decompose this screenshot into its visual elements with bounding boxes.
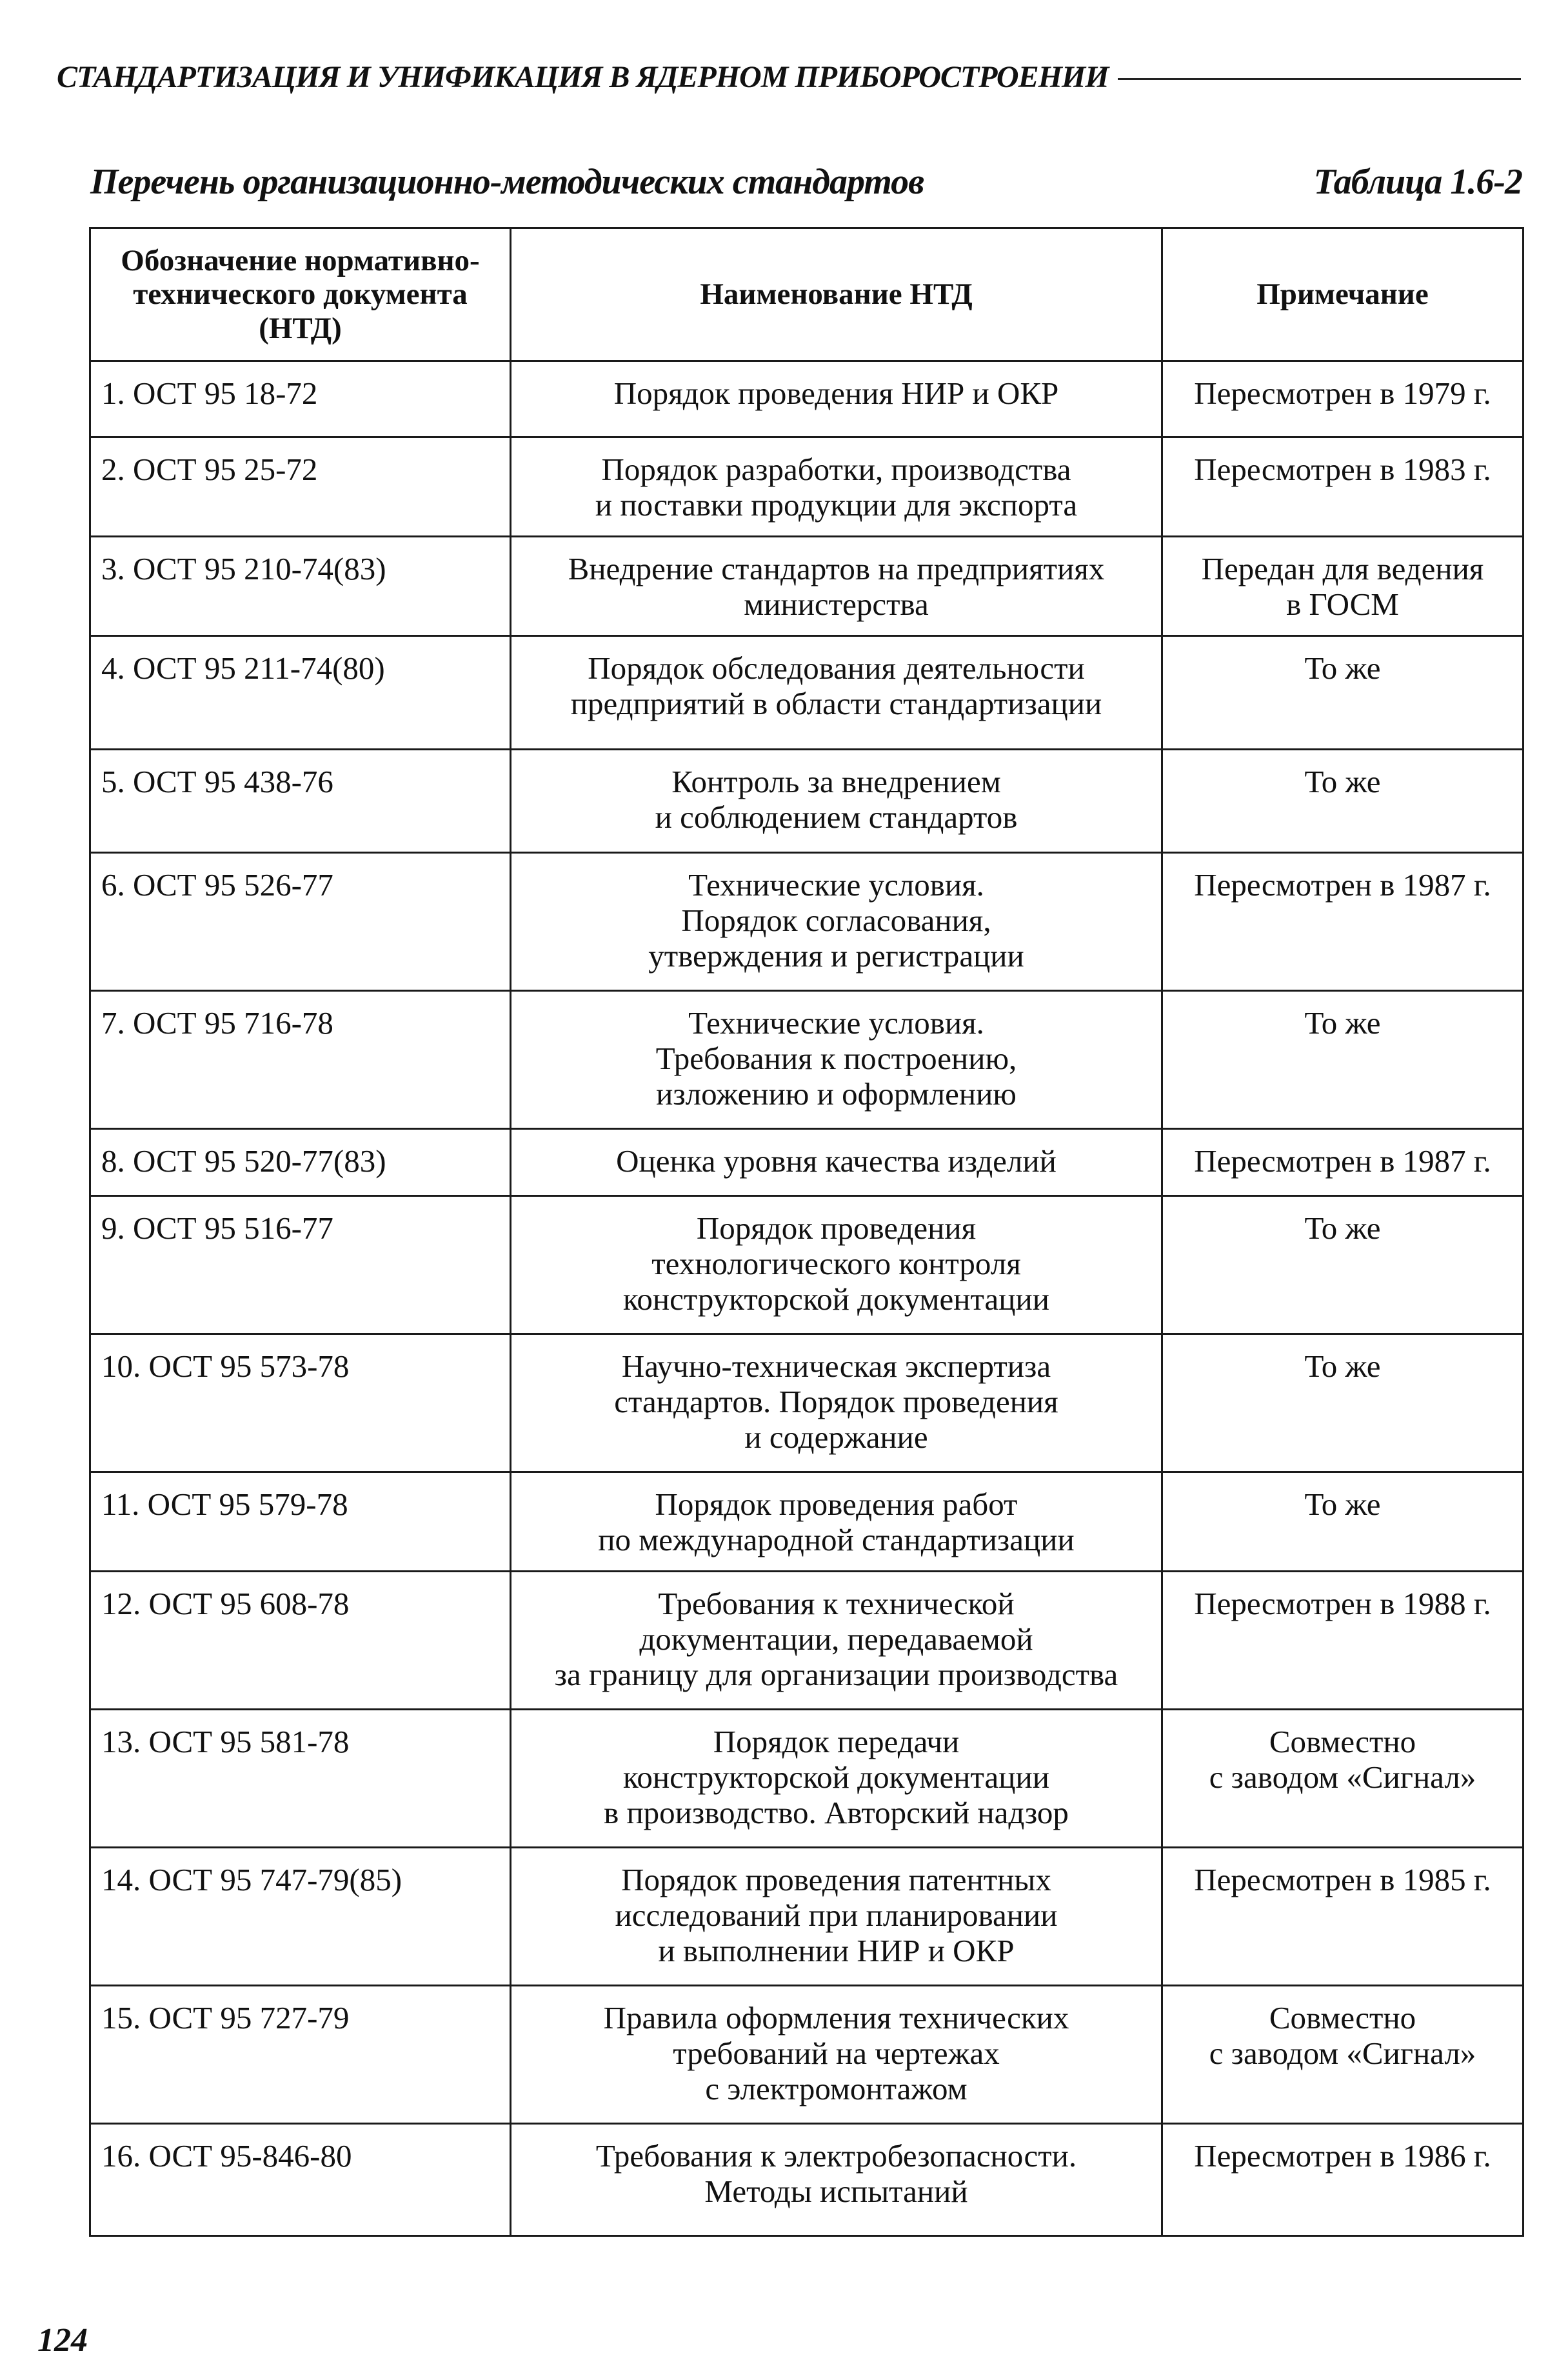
cell-note [1162,537,1523,636]
standards-table [89,227,1524,2237]
cell-note-line: с заводом «Сигнал» [1209,1759,1476,1795]
table-row [90,361,1523,437]
cell-name-line: документации, передаваемой [639,1621,1033,1657]
cell-name-line: за границу для организации производства [554,1656,1118,1692]
cell-name-line: Технические условия. [688,1005,984,1041]
cell-name [511,853,1162,991]
cell-name-line: и соблюдением стандартов [655,799,1018,835]
cell-designation: 2. ОСТ 95 25-72 [90,437,511,537]
cell-designation: 16. ОСТ 95-846-80 [90,2124,511,2236]
cell-name-line: стандартов. Порядок проведения [614,1383,1058,1419]
cell-note-line: в ГОСМ [1286,586,1399,622]
cell-note-line: Пересмотрен в 1985 г. [1194,1862,1491,1897]
cell-name-line: Правила оформления технических [603,2000,1069,2035]
table-row [90,636,1523,750]
cell-name-line: министерства [744,586,929,622]
cell-name-line: с электромонтажом [705,2070,968,2106]
cell-designation: 1. ОСТ 95 18-72 [90,361,511,437]
cell-name-line: Внедрение стандартов на предприятиях [568,551,1105,586]
table-row [90,750,1523,853]
cell-note [1162,750,1523,853]
cell-name-line: Научно-техническая экспертиза [621,1348,1051,1384]
cell-designation: 7. ОСТ 95 716-78 [90,991,511,1129]
cell-name [511,1472,1162,1572]
running-head-text: СТАНДАРТИЗАЦИЯ И УНИФИКАЦИЯ В ЯДЕРНОМ ПРИБОРОСТРОЕНИИ [57,60,1109,94]
cell-designation: 12. ОСТ 95 608-78 [90,1572,511,1710]
cell-name-line: Требования к технической [658,1586,1015,1621]
cell-name-line: конструкторской документации [623,1281,1049,1317]
cell-note [1162,636,1523,750]
header-note: Примечание [1162,228,1523,361]
cell-note-line: Пересмотрен в 1979 г. [1194,375,1491,411]
cell-note [1162,1986,1523,2124]
cell-note [1162,2124,1523,2236]
cell-name [511,1196,1162,1334]
table-row [90,537,1523,636]
cell-note-line: То же [1304,1348,1381,1384]
cell-note [1162,991,1523,1129]
cell-name [511,991,1162,1129]
cell-name [511,1334,1162,1472]
cell-name-line: Порядок согласования, [681,902,991,938]
table-row [90,991,1523,1129]
cell-name-line: Порядок передачи [713,1724,960,1759]
table-row [90,1196,1523,1334]
cell-name-line: Порядок проведения патентных [621,1862,1051,1897]
cell-name-line: исследований при планировании [615,1897,1058,1933]
cell-designation: 5. ОСТ 95 438-76 [90,750,511,853]
cell-name-line: Требования к электробезопасности. [595,2138,1077,2174]
cell-note [1162,1129,1523,1196]
cell-note-line: Пересмотрен в 1988 г. [1194,1586,1491,1621]
cell-name-line: в производство. Авторский надзор [604,1794,1069,1830]
cell-note [1162,1334,1523,1472]
table-row [90,437,1523,537]
cell-note [1162,1572,1523,1710]
cell-name-line: Технические условия. [688,867,984,903]
cell-name-line: Методы испытаний [704,2173,968,2209]
cell-name-line: и поставки продукции для экспорта [595,486,1078,523]
cell-name [511,537,1162,636]
cell-note [1162,361,1523,437]
cell-name-line: Порядок разработки, производства [601,452,1071,487]
cell-designation: 14. ОСТ 95 747-79(85) [90,1848,511,1986]
cell-name [511,2124,1162,2236]
table-row [90,1572,1523,1710]
cell-note [1162,437,1523,537]
cell-name-line: изложению и оформлению [656,1075,1017,1112]
header-name: Наименование НТД [511,228,1162,361]
cell-name-line: и содержание [744,1419,928,1455]
cell-note [1162,1848,1523,1986]
cell-name [511,1848,1162,1986]
cell-note [1162,853,1523,991]
cell-name-line: Порядок проведения НИР и ОКР [613,375,1059,411]
table-row [90,1129,1523,1196]
cell-note-line: То же [1304,1005,1381,1041]
cell-name-line: утверждения и регистрации [648,937,1024,974]
cell-name-line: требований на чертежах [673,2035,1000,2071]
cell-name-line: и выполнении НИР и ОКР [658,1932,1015,1968]
cell-name [511,750,1162,853]
page-number: 124 [37,2322,88,2359]
cell-note [1162,1196,1523,1334]
cell-designation: 15. ОСТ 95 727-79 [90,1986,511,2124]
cell-name [511,1129,1162,1196]
cell-note-line: Пересмотрен в 1987 г. [1194,1143,1491,1179]
cell-note-line: Пересмотрен в 1987 г. [1194,867,1491,903]
cell-note-line: То же [1304,1210,1381,1246]
running-head [57,59,1521,95]
cell-note-line: с заводом «Сигнал» [1209,2035,1476,2071]
table-row [90,1472,1523,1572]
cell-note-line: Совместно [1269,1724,1416,1759]
table-number: Таблица 1.6-2 [1313,162,1522,202]
cell-designation: 13. ОСТ 95 581-78 [90,1710,511,1848]
table-title: Перечень организационно-методических стандартов [90,162,924,202]
cell-name [511,636,1162,750]
cell-note-line: Пересмотрен в 1986 г. [1194,2138,1491,2174]
cell-note-line: То же [1304,650,1381,686]
cell-name [511,1986,1162,2124]
table-body [90,361,1523,2236]
table-row [90,1334,1523,1472]
cell-designation: 11. ОСТ 95 579-78 [90,1472,511,1572]
running-head-rule [1118,78,1521,80]
cell-note [1162,1472,1523,1572]
table-caption [90,161,1522,203]
cell-designation: 10. ОСТ 95 573-78 [90,1334,511,1472]
cell-name-line: Порядок проведения [696,1210,977,1246]
cell-designation: 8. ОСТ 95 520-77(83) [90,1129,511,1196]
cell-note-line: Совместно [1269,2000,1416,2035]
cell-note-line: То же [1304,764,1381,799]
table-row [90,1986,1523,2124]
cell-name-line: Порядок проведения работ [655,1486,1018,1522]
table-row [90,2124,1523,2236]
cell-name [511,361,1162,437]
table-header-row [90,228,1523,361]
table-row [90,1710,1523,1848]
cell-note [1162,1710,1523,1848]
cell-designation: 9. ОСТ 95 516-77 [90,1196,511,1334]
cell-name [511,437,1162,537]
cell-designation: 6. ОСТ 95 526-77 [90,853,511,991]
cell-name-line: Контроль за внедрением [671,764,1001,799]
cell-note-line: То же [1304,1486,1381,1522]
cell-name [511,1572,1162,1710]
cell-name-line: технологического контроля [651,1245,1021,1281]
cell-note-line: Пересмотрен в 1983 г. [1194,452,1491,487]
cell-name-line: Оценка уровня качества изделий [616,1143,1057,1179]
cell-designation: 3. ОСТ 95 210-74(83) [90,537,511,636]
cell-name-line: предприятий в области стандартизации [570,685,1102,721]
header-designation: Обозначение нормативно-технического документа (НТД) [90,228,511,361]
cell-name-line: по международной стандартизации [598,1521,1075,1557]
cell-name [511,1710,1162,1848]
cell-name-line: конструкторской документации [623,1759,1049,1795]
cell-designation: 4. ОСТ 95 211-74(80) [90,636,511,750]
cell-name-line: Требования к построению, [655,1040,1017,1076]
cell-name-line: Порядок обследования деятельности [588,650,1085,686]
cell-note-line: Передан для ведения [1201,551,1484,586]
table-row [90,1848,1523,1986]
table-row [90,853,1523,991]
